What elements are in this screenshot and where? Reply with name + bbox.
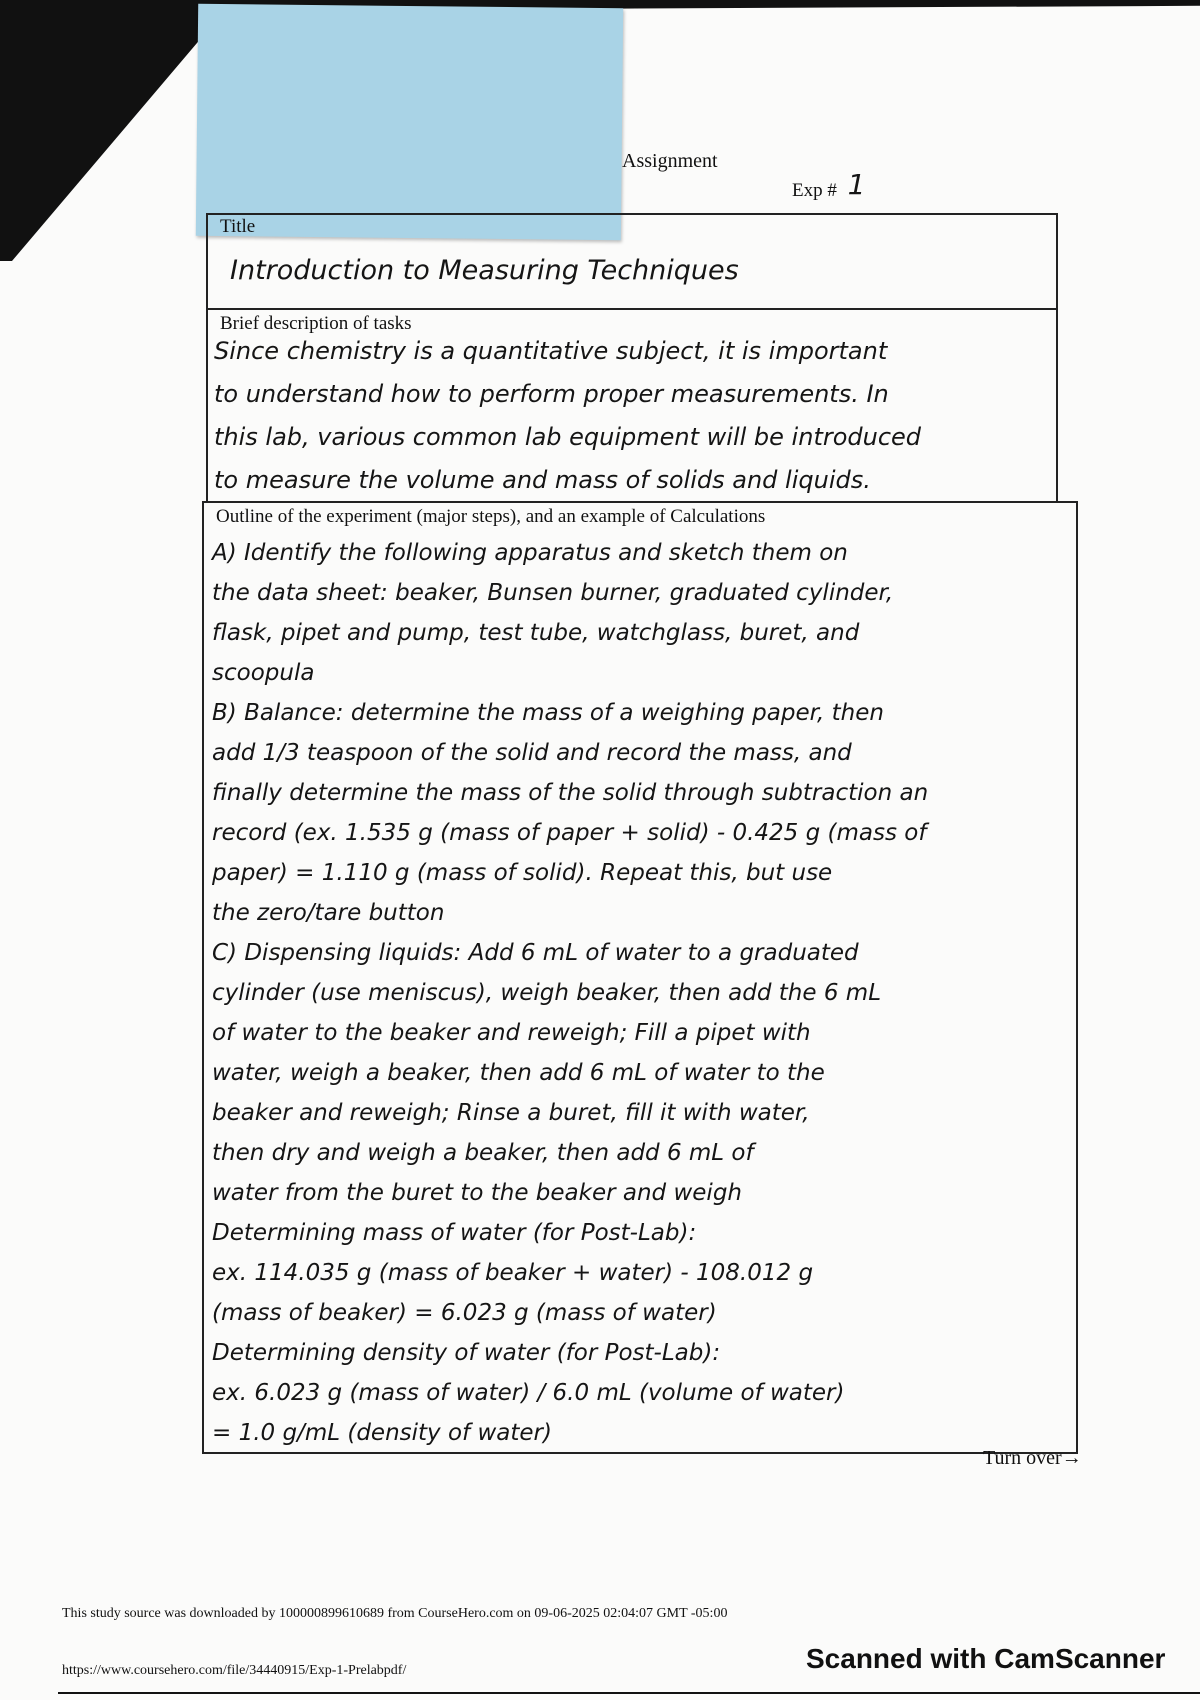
outline-line: Determining mass of water (for Post-Lab): (212, 1220, 697, 1246)
assignment-label: Assignment (622, 150, 718, 172)
outline-line: the zero/tare button (212, 900, 445, 926)
title-text: Introduction to Measuring Techniques (230, 255, 739, 286)
source-url-link[interactable]: https://www.coursehero.com/file/34440915/Exp-1-Prelabpdf/ (62, 1663, 407, 1678)
description-box (206, 308, 1058, 503)
title-label: Title (220, 216, 256, 237)
turn-over-label: Turn over→ (983, 1447, 1082, 1469)
outline-line: water from the buret to the beaker and weigh (212, 1180, 742, 1206)
exp-label: Exp # (792, 180, 837, 201)
camscanner-watermark: Scanned with CamScanner (806, 1643, 1166, 1674)
outline-label: Outline of the experiment (major steps), and an example of Calculations (216, 506, 766, 527)
outline-line: scoopula (212, 660, 315, 686)
outline-line: B) Balance: determine the mass of a weighing paper, then (212, 700, 884, 726)
outline-line: flask, pipet and pump, test tube, watchglass, buret, and (212, 620, 860, 646)
download-notice: This study source was downloaded by 100000899610689 from CourseHero.com on 09-06-2025 02:04:07 GMT -05:00 (62, 1606, 728, 1621)
description-line: this lab, various common lab equipment will be introduced (214, 423, 922, 451)
description-line: to understand how to perform proper measurements. In (214, 380, 889, 408)
outline-line: C) Dispensing liquids: Add 6 mL of water to a graduated (212, 940, 859, 966)
outline-line: ex. 114.035 g (mass of beaker + water) - 108.012 g (212, 1260, 814, 1286)
description-label: Brief description of tasks (220, 313, 412, 334)
outline-line: A) Identify the following apparatus and sketch them on (212, 540, 848, 566)
outline-line: = 1.0 g/mL (density of water) (212, 1420, 552, 1446)
outline-box (202, 501, 1078, 1454)
outline-line: add 1/3 teaspoon of the solid and record the mass, and (212, 740, 852, 766)
description-line: to measure the volume and mass of solids and liquids. (214, 466, 871, 494)
outline-line: record (ex. 1.535 g (mass of paper + solid) - 0.425 g (mass of (212, 820, 927, 846)
outline-line: water, weigh a beaker, then add 6 mL of water to the (212, 1060, 825, 1086)
bottom-divider (58, 1692, 1200, 1694)
exp-number-field (792, 170, 865, 203)
outline-line: then dry and weigh a beaker, then add 6 mL of (212, 1140, 754, 1166)
description-line: Since chemistry is a quantitative subject, it is important (214, 337, 888, 365)
outline-line: of water to the beaker and reweigh; Fill a pipet with (212, 1020, 811, 1046)
sticky-note (196, 4, 623, 240)
exp-number: 1 (847, 168, 866, 201)
outline-line: (mass of beaker) = 6.023 g (mass of water) (212, 1300, 717, 1326)
outline-line: paper) = 1.110 g (mass of solid). Repeat this, but use (212, 860, 833, 886)
outline-line: Determining density of water (for Post-Lab): (212, 1340, 721, 1366)
outline-line: the data sheet: beaker, Bunsen burner, graduated cylinder, (212, 580, 894, 606)
outline-line: ex. 6.023 g (mass of water) / 6.0 mL (volume of water) (212, 1380, 845, 1406)
outline-line: finally determine the mass of the solid through subtraction an (212, 780, 929, 806)
outline-text (212, 533, 1070, 1453)
title-box (206, 213, 1058, 310)
outline-line: cylinder (use meniscus), weigh beaker, then add the 6 mL (212, 980, 882, 1006)
description-text (214, 330, 1050, 502)
outline-line: beaker and reweigh; Rinse a buret, fill it with water, (212, 1100, 810, 1126)
